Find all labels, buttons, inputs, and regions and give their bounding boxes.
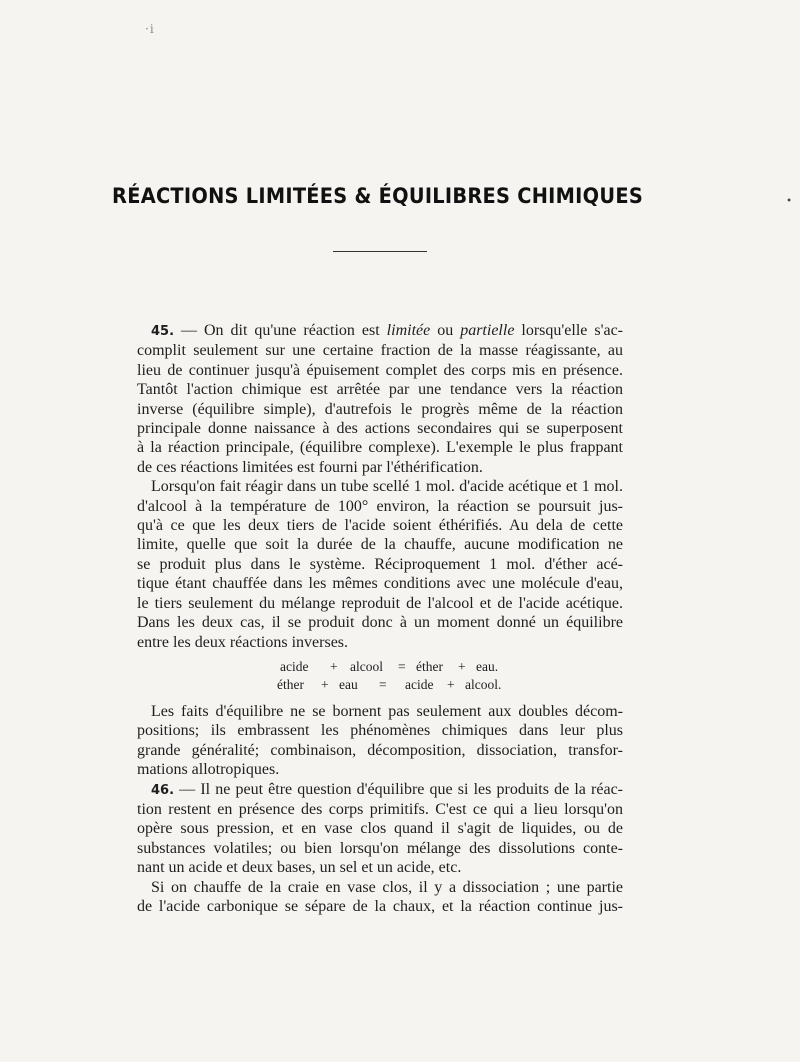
text-line: Les faits d'équilibre ne se bornent pas seulement aux doubles décom- (151, 702, 623, 720)
page-title: RÉACTIONS LIMITÉES & ÉQUILIBRES CHIMIQUES (112, 184, 644, 209)
text-line: tique étant chauffée dans les mêmes conditions avec une molécule d'eau, (137, 575, 623, 593)
title-rule (333, 251, 427, 252)
text-line: de l'acide carbonique se sépare de la chaux, et la réaction continue jus- (137, 897, 623, 915)
text-line: nant un acide et deux bases, un sel et un acide, etc. (137, 859, 462, 877)
text-line: 45. — On dit qu'une réaction est limitée ou partielle lorsqu'elle s'ac- (151, 322, 624, 339)
text-line: Dans les deux cas, il se produit donc à un moment donné un équilibre (137, 614, 623, 632)
text-line: limite, quelle que soit la durée de la chauffe, aucune modification ne (137, 536, 623, 554)
text-line: Lorsqu'on fait réagir dans un tube scellé 1 mol. d'acide acétique et 1 mol. (151, 478, 623, 496)
text-line: grande généralité; combinaison, décomposition, dissociation, transfor- (137, 741, 623, 759)
text-line: se produit plus dans le système. Réciproquement 1 mol. d'éther acé- (137, 555, 623, 573)
text-line: qu'à ce que les deux tiers de l'acide soient éthérifiés. Au dela de cette (137, 517, 623, 535)
text-line: principale donne naissance à des actions secondaires qui se superposent (137, 420, 623, 438)
text-line: entre les deux réactions inverses. (137, 633, 349, 651)
section-number: 45. (151, 324, 175, 339)
section-46 (137, 780, 623, 878)
text-line: substances volatiles; ou bien lorsqu'on mélange des dissolutions conte- (137, 839, 623, 857)
text-line: opère sous pression, et en vase clos quand il s'agit de liquides, ou de (137, 820, 623, 838)
text-line: lieu de continuer jusqu'à épuisement complet des corps mis en présence. (137, 361, 623, 379)
body-text (137, 321, 623, 916)
equilibrium-equations (137, 658, 623, 694)
text-line: Tantôt l'action chimique est arrêtée par une tendance vers la réaction (137, 381, 623, 399)
equation-line: éther + eau = acide + alcool. (277, 676, 502, 692)
paragraph-generality (137, 702, 623, 780)
text-line: à la réaction principale, (équilibre complexe). L'exemple le plus frappant (137, 439, 623, 457)
text-line: mations allotropiques. (137, 761, 280, 779)
corner-mark: ·i (145, 22, 155, 36)
section-45 (137, 321, 623, 477)
text-line: complit seulement sur une certaine fraction de la masse réagissante, au (137, 342, 623, 360)
text-line: 46. — Il ne peut être question d'équilibre que si les produits de la réac- (151, 780, 623, 798)
equation-line: acide + alcool = éther + eau. (280, 658, 499, 674)
text-line: le tiers seulement du mélange reproduit de l'alcool et de l'acide acétique. (137, 594, 623, 612)
text-line: positions; ils embrassent les phénomènes chimiques dans leur plus (137, 722, 623, 740)
margin-dot: • (786, 196, 792, 207)
paragraph-dissociation (137, 878, 623, 917)
section-number: 46. (151, 782, 175, 798)
text-line: Si on chauffe de la craie en vase clos, il y a dissociation ; une partie (151, 878, 623, 896)
text-line: de ces réactions limitées est fourni par l'éthérification. (137, 458, 483, 476)
paragraph-etherification (137, 477, 623, 652)
text-line: inverse (équilibre simple), d'autrefois le progrès même de la réaction (137, 400, 623, 418)
text-line: tion restent en présence des corps primitifs. C'est ce qui a lieu lorsqu'on (137, 800, 623, 818)
text-line: d'alcool à la température de 100° environ, la réaction se poursuit jus- (137, 497, 623, 515)
